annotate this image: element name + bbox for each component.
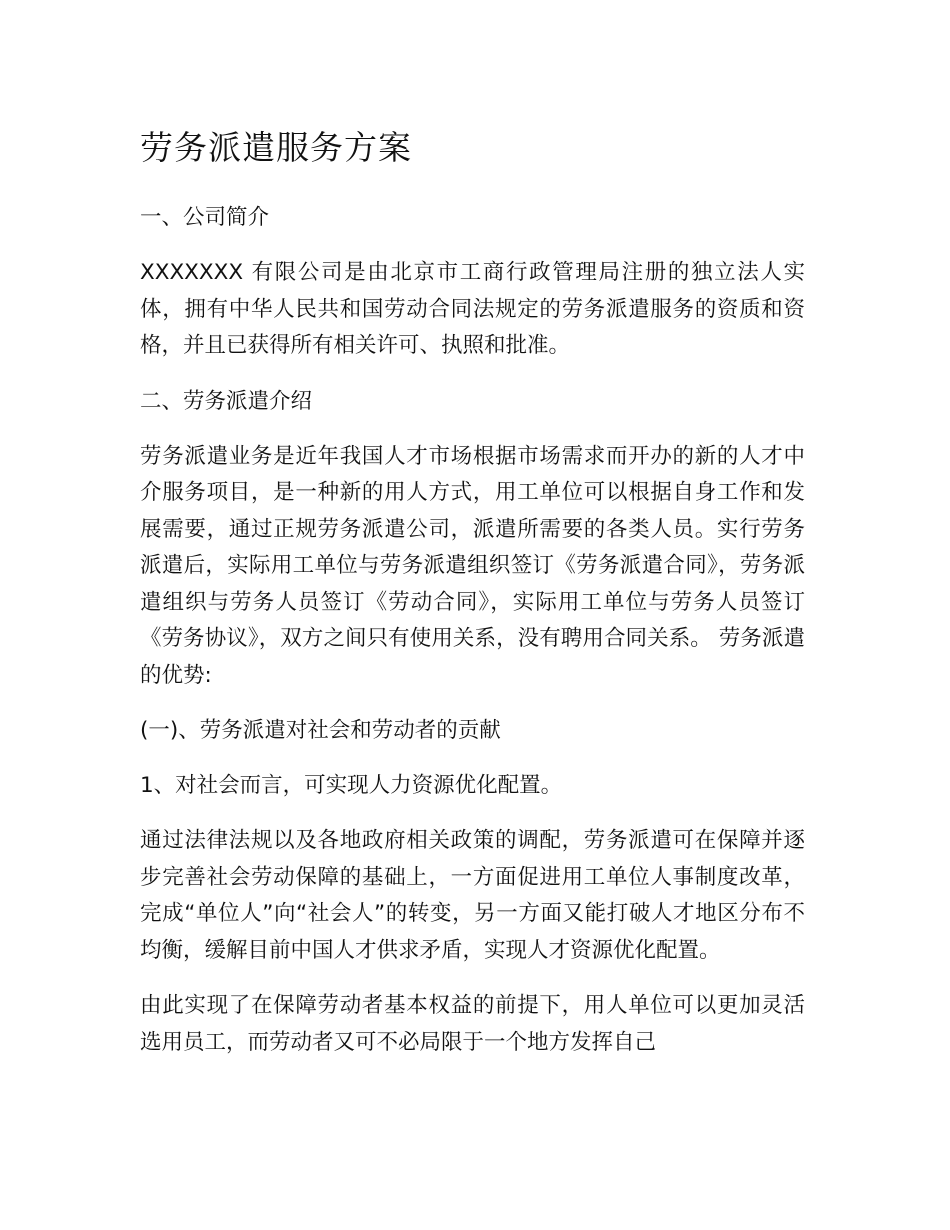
section-heading-company-intro: 一、公司简介 [140, 205, 270, 230]
paragraph-dispatch-intro: 劳务派遣业务是近年我国人才市场根据市场需求而开办的新的人才中介服务项目，是一种新的用人方式，用工单位可以根据自身工作和发展需要，通过正规劳务派遣公司，派遣所需要的各类人员。实行劳务派遣后，实际用工单位与劳务派遣组织签订《劳务派遣合同》，劳务派遣组织与劳务人员签订《劳动合同》，实际用工单位与劳务人员签订《劳务协议》，双方之间只有使用关系，没有聘用合同关系。 劳务派遣的优势: [140, 443, 805, 688]
paragraph-company-intro: XXXXXXX 有限公司是由北京市工商行政管理局注册的独立法人实体，拥有中华人民共和国劳动合同法规定的劳务派遣服务的资质和资格，并且已获得所有相关许可、执照和批准。 [140, 260, 805, 358]
subheading-contribution: (一)、劳务派遣对社会和劳动者的贡献 [140, 718, 501, 743]
paragraph-resource-allocation: 通过法律法规以及各地政府相关政策的调配，劳务派遣可在保障并逐步完善社会劳动保障的基础上，一方面促进用工单位人事制度改革，完成“单位人”向“社会人”的转变，另一方面又能打破人才地区分布不均衡，缓解目前中国人才供求矛盾，实现人才资源优化配置。 [140, 828, 805, 963]
document-page [140, 124, 805, 1080]
document-title: 劳务派遣服务方案 [140, 128, 412, 167]
paragraph-flexible-employment: 由此实现了在保障劳动者基本权益的前提下，用人单位可以更加灵活选用员工，而劳动者又可不必局限于一个地方发挥自己 [140, 993, 805, 1055]
section-heading-dispatch-intro: 二、劳务派遣介绍 [140, 388, 313, 414]
subheading-social-benefit: 1、对社会而言，可实现人力资源优化配置。 [140, 773, 563, 798]
